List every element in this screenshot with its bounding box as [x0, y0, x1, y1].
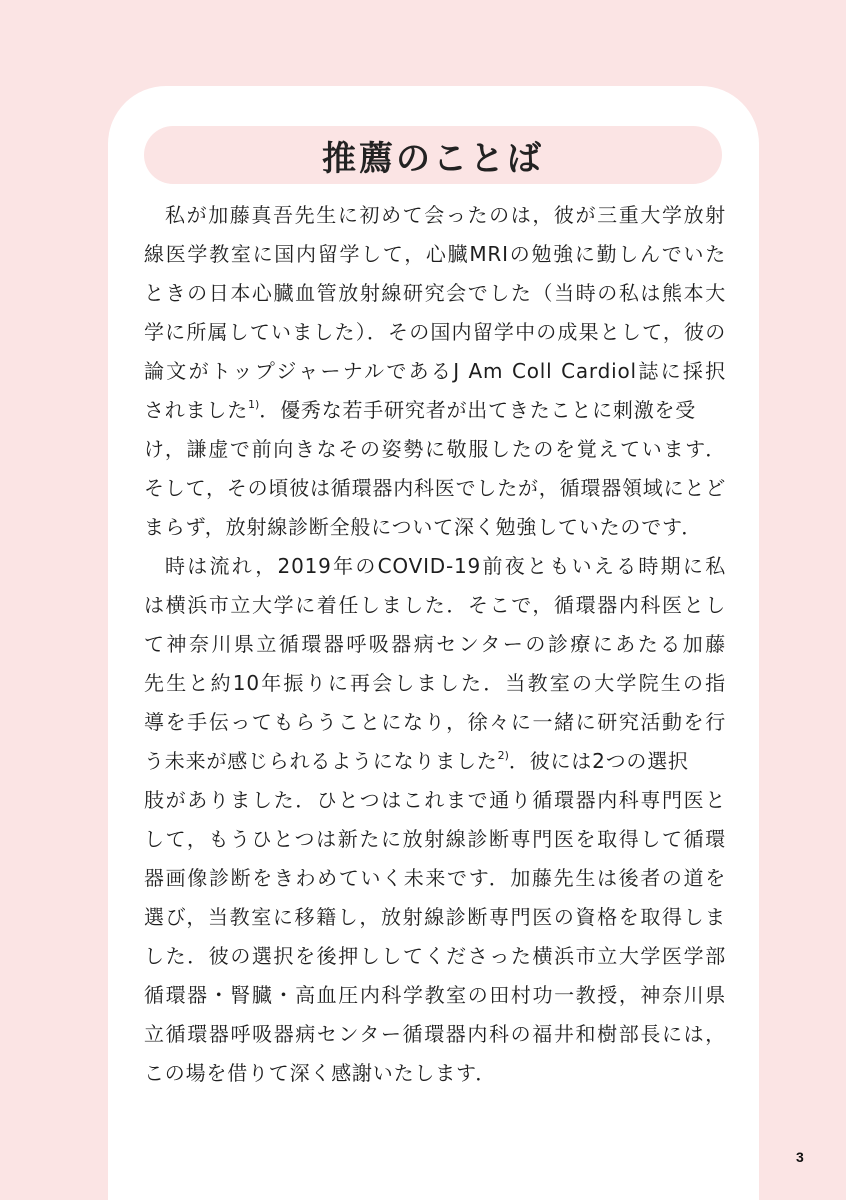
text-fragment: ．彼には2つの選択 [508, 749, 689, 773]
text-line [144, 742, 726, 781]
text-line: て神奈川県立循環器呼吸器病センターの診療にあたる加藤 [144, 632, 726, 656]
text-line: 肢がありました．ひとつはこれまで通り循環器内科専門医と [144, 788, 726, 812]
page-number: 3 [796, 1149, 804, 1165]
body-text [144, 196, 726, 1093]
page-title: 推薦のことば [322, 138, 544, 179]
text-line: 立循環器呼吸器病センター循環器内科の福井和樹部長には， [144, 1022, 726, 1046]
text-line: 学に所属していました）．その国内留学中の成果として，彼の [144, 320, 726, 344]
text-line: 私が加藤真吾先生に初めて会ったのは，彼が三重大学放射 [165, 203, 726, 227]
text-line: 選び，当教室に移籍し，放射線診断専門医の資格を取得しま [144, 905, 726, 929]
text-line: この場を借りて深く感謝いたします． [144, 1061, 496, 1085]
text-line: 器画像診断をきわめていく未来です．加藤先生は後者の道を [144, 866, 726, 890]
reference-marker: 2) [497, 749, 509, 762]
reference-marker: 1) [248, 398, 260, 411]
text-fragment: う未来が感じられるようになりました [144, 749, 498, 773]
text-line: 導を手伝ってもらうことになり，徐々に一緒に研究活動を行 [144, 710, 726, 734]
text-line: 論文がトップジャーナルであるJ Am Coll Cardiol誌に採択 [144, 359, 726, 383]
text-line: 循環器・腎臓・高血圧内科学教室の田村功一教授，神奈川県 [144, 983, 726, 1007]
text-line: した．彼の選択を後押ししてくださった横浜市立大学医学部 [144, 944, 726, 968]
text-fragment: されました [144, 398, 248, 422]
text-line: 時は流れ，2019年のCOVID-19前夜ともいえる時期に私 [165, 554, 726, 578]
text-line: そして，その頃彼は循環器内科医でしたが，循環器領域にとど [144, 476, 726, 500]
text-line: 先生と約10年振りに再会しました．当教室の大学院生の指 [144, 671, 726, 695]
heading-banner [144, 126, 722, 184]
text-line: ときの日本心臓血管放射線研究会でした（当時の私は熊本大 [144, 281, 726, 305]
text-line: して，もうひとつは新たに放射線診断専門医を取得して循環 [144, 827, 726, 851]
text-line: け，謙虚で前向きなその姿勢に敬服したのを覚えています． [144, 437, 726, 461]
text-line: 線医学教室に国内留学して，心臓MRIの勉強に勤しんでいた [144, 242, 726, 266]
text-line [144, 391, 726, 430]
paragraph-1 [144, 196, 726, 547]
content-card [108, 86, 759, 1200]
paragraph-2 [144, 547, 726, 1093]
text-fragment: ．優秀な若手研究者が出てきたことに刺激を受 [259, 398, 697, 422]
text-line: まらず，放射線診断全般について深く勉強していたのです． [144, 515, 702, 539]
text-line: は横浜市立大学に着任しました．そこで，循環器内科医とし [144, 593, 726, 617]
